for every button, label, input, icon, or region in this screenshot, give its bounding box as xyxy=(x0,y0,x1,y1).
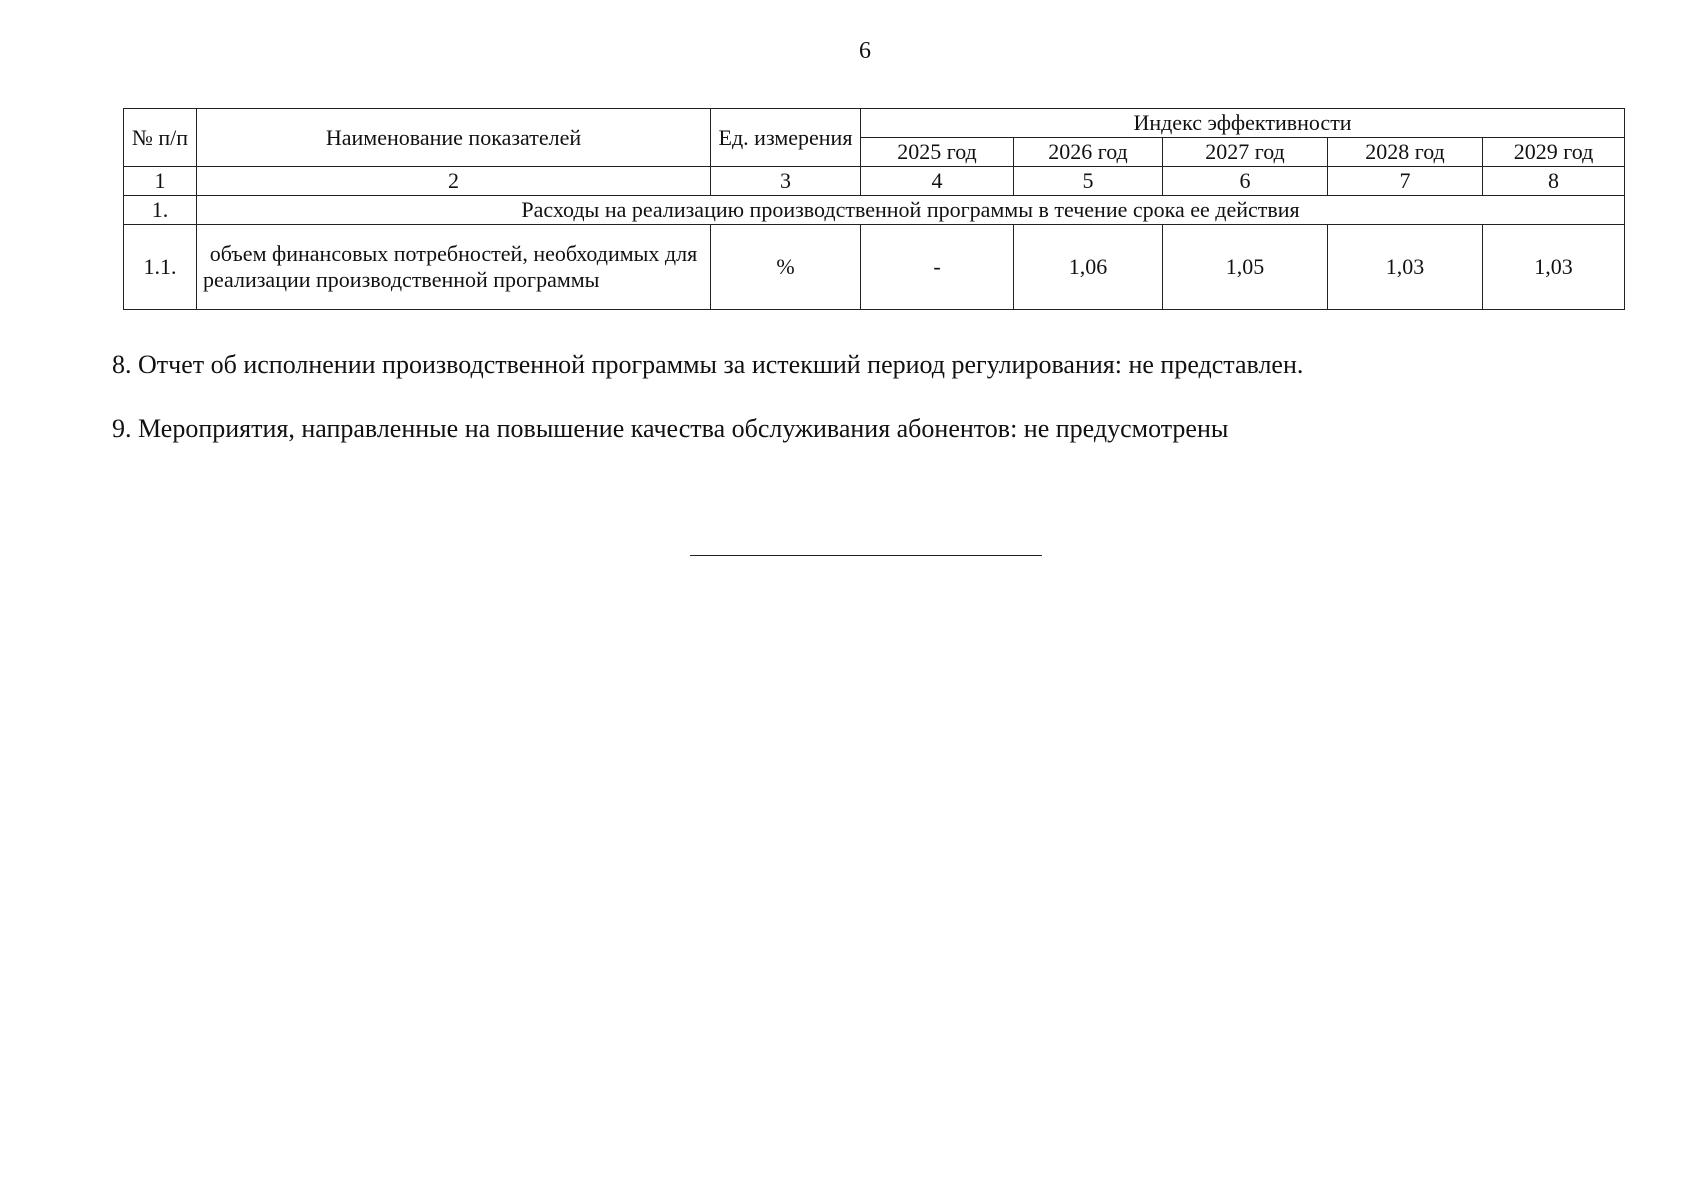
header-year: 2028 год xyxy=(1328,138,1483,167)
page-number: 6 xyxy=(859,38,871,64)
header-number: № п/п xyxy=(124,109,197,167)
header-year: 2026 год xyxy=(1014,138,1163,167)
section-title: Расходы на реализацию производственной программы в течение срока ее действия xyxy=(197,196,1625,225)
value-cell: 1,03 xyxy=(1328,225,1483,310)
column-number: 4 xyxy=(861,167,1014,196)
header-indicator-name: Наименование показателей xyxy=(197,109,711,167)
value-cell: 1,06 xyxy=(1014,225,1163,310)
column-number: 2 xyxy=(197,167,711,196)
value-cell: 1,03 xyxy=(1483,225,1625,310)
column-number: 3 xyxy=(711,167,861,196)
unit-cell: % xyxy=(711,225,861,310)
column-number: 7 xyxy=(1328,167,1483,196)
column-number: 1 xyxy=(124,167,197,196)
header-unit: Ед. измерения xyxy=(711,109,861,167)
section-number: 1. xyxy=(124,196,197,225)
column-number: 6 xyxy=(1163,167,1328,196)
efficiency-index-table xyxy=(123,108,1625,310)
row-number: 1.1. xyxy=(124,225,197,310)
indicator-name: объем финансовых потребностей, необходимых для реализации производственной программы xyxy=(197,225,711,310)
table-header-row xyxy=(124,109,1625,138)
column-numbers-row xyxy=(124,167,1625,196)
column-number: 8 xyxy=(1483,167,1625,196)
paragraph-8-report: 8. Отчет об исполнении производственной программы за истекший период регулирования: не представлен. xyxy=(112,350,1304,379)
value-cell: 1,05 xyxy=(1163,225,1328,310)
value-cell: - xyxy=(861,225,1014,310)
header-year: 2029 год xyxy=(1483,138,1625,167)
header-year: 2027 год xyxy=(1163,138,1328,167)
header-efficiency-index: Индекс эффективности xyxy=(861,109,1625,138)
end-separator-line xyxy=(690,555,1042,556)
header-year: 2025 год xyxy=(861,138,1014,167)
table-row xyxy=(124,225,1625,310)
section-row xyxy=(124,196,1625,225)
column-number: 5 xyxy=(1014,167,1163,196)
paragraph-9-measures: 9. Мероприятия, направленные на повышение качества обслуживания абонентов: не предусмотрены xyxy=(112,414,1229,443)
